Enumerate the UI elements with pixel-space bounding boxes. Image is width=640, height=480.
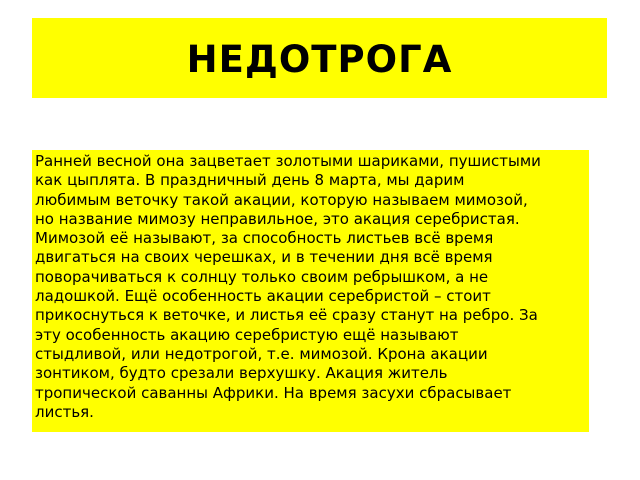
slide-title: НЕДОТРОГА bbox=[186, 37, 453, 81]
slide-body-text: Ранней весной она зацветает золотыми шариками, пушистыми как цыплята. В праздничный день 8 марта, мы дарим любимым веточку такой акации, которую называем мимозой, но название мимозу неправильное, это акация серебристая. Мимозой её называют, за способность листьев всё время двигаться на своих черешках, и в течении дня всё время поворачиваться к солнцу только своим ребрышком, а не ладошкой. Ещё особенность акации серебристой – стоит прикоснуться к веточке, и листья её сразу станут на ребро. За эту особенность акацию серебристую ещё называют стыдливой, или недотрогой, т.е. мимозой. Крона акации зонтиком, будто срезали верхушку. Акация житель тропической саванны Африки. На время засухи сбрасывает листья. bbox=[35, 152, 541, 421]
body-text-box bbox=[32, 150, 589, 432]
title-box bbox=[32, 18, 607, 98]
